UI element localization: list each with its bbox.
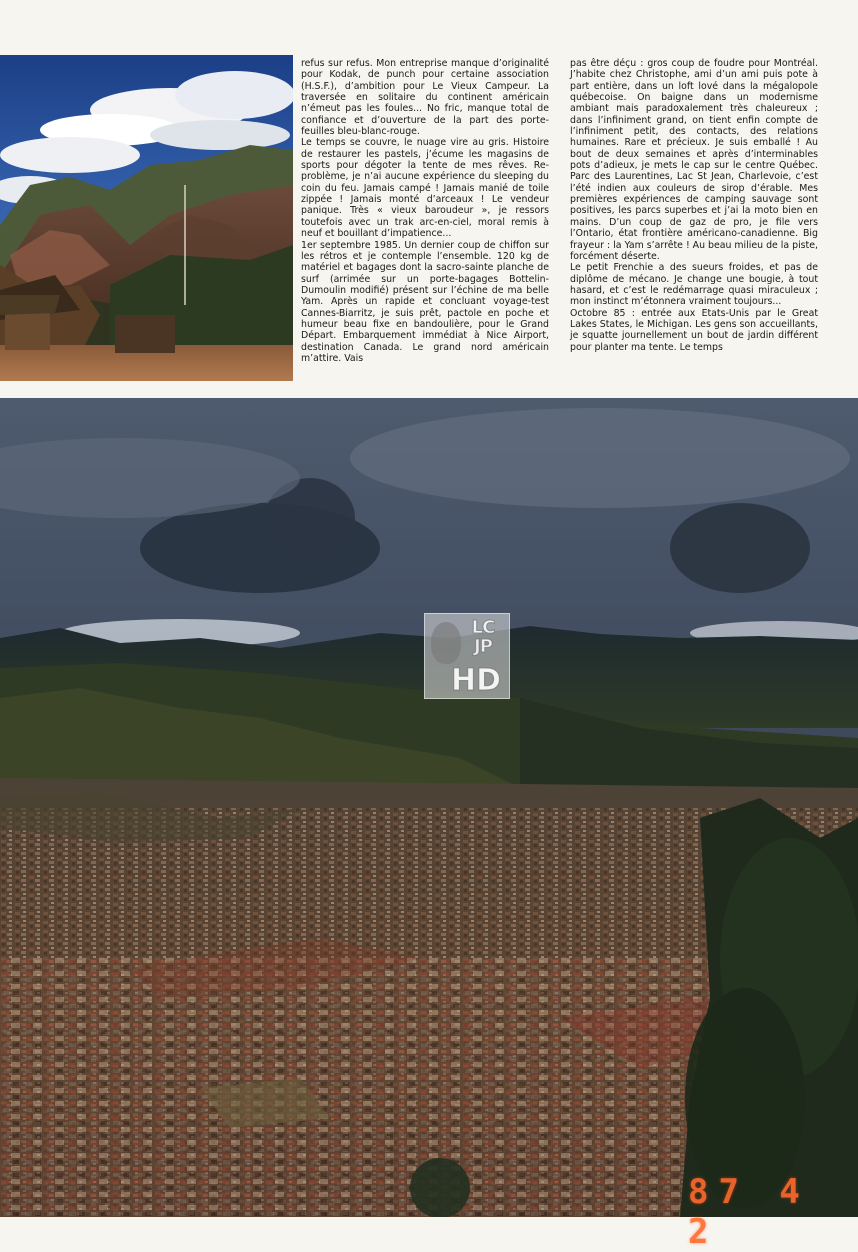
article-paragraph: Le temps se couvre, le nuage vire au gris. Histoire de restaurer les pastels, j’écume les magasins de sports pour dégoter la tente de mes rêves. Re-problème, je n’ai aucune expérience du sleeping du coin du feu. Jamais campé ! Jamais manié de toile zippée ! Jamais monté d’arceaux ! Le vendeur panique. Très « vieux baroudeur », je ressors toutefois avec un trak arc-en-ciel, moral remis à neuf et bouillant d’impatience... [301, 137, 549, 240]
city-panorama-photo [0, 398, 858, 1217]
article-paragraph: refus sur refus. Mon entreprise manque d’originalité pour Kodak, de punch pour certaine association (H.S.F.), d’ambition pour Le Vieux Campeur. La traversée en solitaire du continent américain n’émeut pas les foules... No fric, manque total de confiance et d’ouverture de la part des porte-feuilles bleu-blanc-rouge. [301, 58, 549, 138]
article-paragraph: Le petit Frenchie a des sueurs froides, et pas de diplôme de mécano. Je change une bougie, à tout hasard, et c’est le redémarrage quasi miraculeux ; mon instinct m’étonnera vraiment toujours... [570, 262, 818, 308]
photo-datestamp: 87 4 2 [688, 1172, 810, 1252]
article-paragraph: Octobre 85 : entrée aux Etats-Unis par le Great Lakes States, le Michigan. Les gens son accueillants, je squatte journellement un bout de jardin différent pour planter ma tente. Le temps [570, 307, 818, 353]
portrait-icon [431, 622, 461, 664]
article-column-right [570, 58, 818, 353]
mountain-village-photo [0, 55, 293, 381]
article-paragraph: pas être déçu : gros coup de foudre pour Montréal. J’habite chez Christophe, ami d’un ami puis pote à part entière, dans un loft lové dans la mégalopole québecoise. On baigne dans un modernisme ambiant mais paradoxalement très chaleureux ; dans l’infiniment grand, on tient enfin compte de l’infiniment petit, des contacts, des relations humaines. Rare et précieux. Je suis emballé ! Au bout de deux semaines et après d’interminables pots d’adieux, je mets le cap sur le centre Québec. Parc des Laurentines, Lac St Jean, Charlevoie, c’est l’été indien aux couleurs de sirop d’érable. Mes premières expériences de camping sauvage sont positives, les parcs superbes et j’ai la moto bien en mains. D’un coup de gaz de pro, je file vers l’Ontario, état frontière américano-canadienne. Big frayeur : la Yam s’arrête ! Au beau milieu de la piste, forcément déserte. [570, 58, 818, 262]
article-paragraph: 1er septembre 1985. Un dernier coup de chiffon sur les rétros et je contemple l’ensemble. 120 kg de matériel et bagages dont la sacro-sainte planche de surf (arrimée sur un porte-bagages Bottelin-Dumoulin modifié) présent sur l’échine de ma belle Yam. Après un rapide et concluant voyage-test Cannes-Biarritz, je suis prêt, pactole en poche et humeur beau fixe en bandoulière, pour le Grand Départ. Embarquement immédiat à Nice Airport, destination Canada. Le grand nord américain m’attire. Vais [301, 239, 549, 364]
article-column-left [301, 58, 549, 364]
watermark-letters: LC JP [471, 617, 495, 657]
watermark-hd: HD [451, 663, 502, 698]
site-watermark-logo [424, 613, 510, 699]
